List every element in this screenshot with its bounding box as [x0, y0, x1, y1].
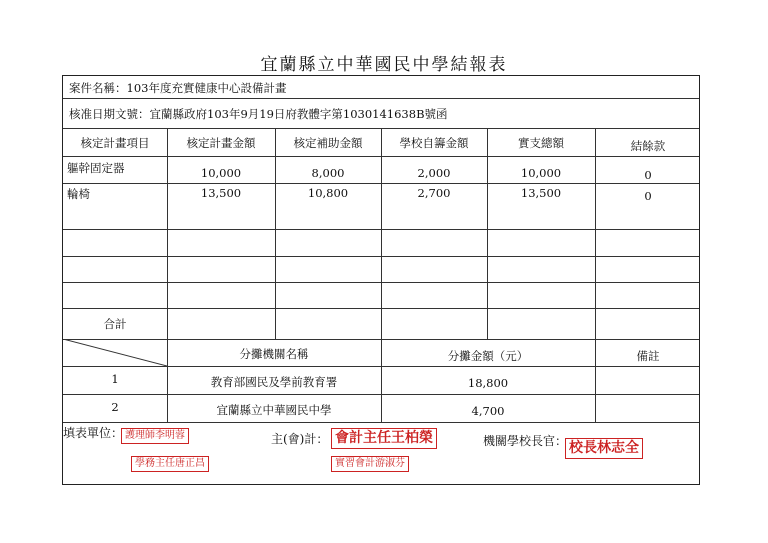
share-row2-amount: 4,700: [471, 404, 505, 418]
row1-item: 軀幹固定器: [67, 161, 125, 175]
accountant-stamp: 實習會計游淑芬: [331, 456, 409, 472]
share-row1-agency: 教育部國民及學前教育署: [210, 375, 338, 389]
nurse-stamp: 護理師李明蓉: [121, 428, 189, 444]
row1-subsidy: 8,000: [311, 166, 345, 180]
row1-actual: 10,000: [520, 166, 562, 180]
share-row1-amount: 18,800: [467, 376, 509, 390]
row2-plan: 13,500: [200, 186, 242, 200]
total-label: 合計: [103, 317, 127, 331]
share-header-amount: 分攤金額（元）: [447, 349, 529, 363]
row2-subsidy: 10,800: [307, 186, 349, 200]
col-header-plan: 核定計畫金額: [186, 136, 256, 150]
row1-balance: 0: [644, 168, 652, 182]
row2-balance: 0: [644, 189, 652, 203]
filler-label: 填表單位：: [63, 426, 124, 440]
col-header-balance: 結餘款: [630, 139, 666, 153]
row2-item: 輪椅: [67, 187, 90, 201]
row1-self: 2,000: [417, 166, 451, 180]
row1-plan: 10,000: [200, 166, 242, 180]
approval-number: 核准日期文號：宜蘭縣政府103年9月19日府教體字第1030141638B號函: [69, 107, 448, 121]
accounting-chief-stamp: 會計主任王柏榮: [331, 428, 437, 449]
principal-stamp: 校長林志全: [565, 438, 643, 459]
report-table: [62, 75, 700, 485]
page-title: 宜蘭縣立中華國民中學結報表: [260, 55, 508, 75]
share-row2-no: 2: [111, 400, 119, 414]
row2-self: 2,700: [417, 186, 451, 200]
share-header-note: 備註: [636, 349, 660, 363]
col-header-subsidy: 核定補助金額: [293, 136, 363, 150]
head-label: 機關學校長官：: [483, 434, 568, 448]
row2-actual: 13,500: [520, 186, 562, 200]
accountant-label: 主(會)計：: [271, 432, 329, 446]
case-name: 案件名稱：103年度充實健康中心設備計畫: [69, 81, 287, 95]
share-header-agency: 分攤機關名稱: [239, 347, 309, 361]
share-row2-agency: 宜蘭縣立中華國民中學: [216, 403, 332, 417]
col-header-actual: 實支總額: [518, 136, 564, 150]
col-header-self: 學校自籌金額: [399, 136, 469, 150]
share-row1-no: 1: [111, 372, 119, 386]
director-stamp: 學務主任唐正昌: [131, 456, 209, 472]
diagonal-line: [63, 339, 167, 366]
col-header-item: 核定計畫項目: [80, 136, 150, 150]
